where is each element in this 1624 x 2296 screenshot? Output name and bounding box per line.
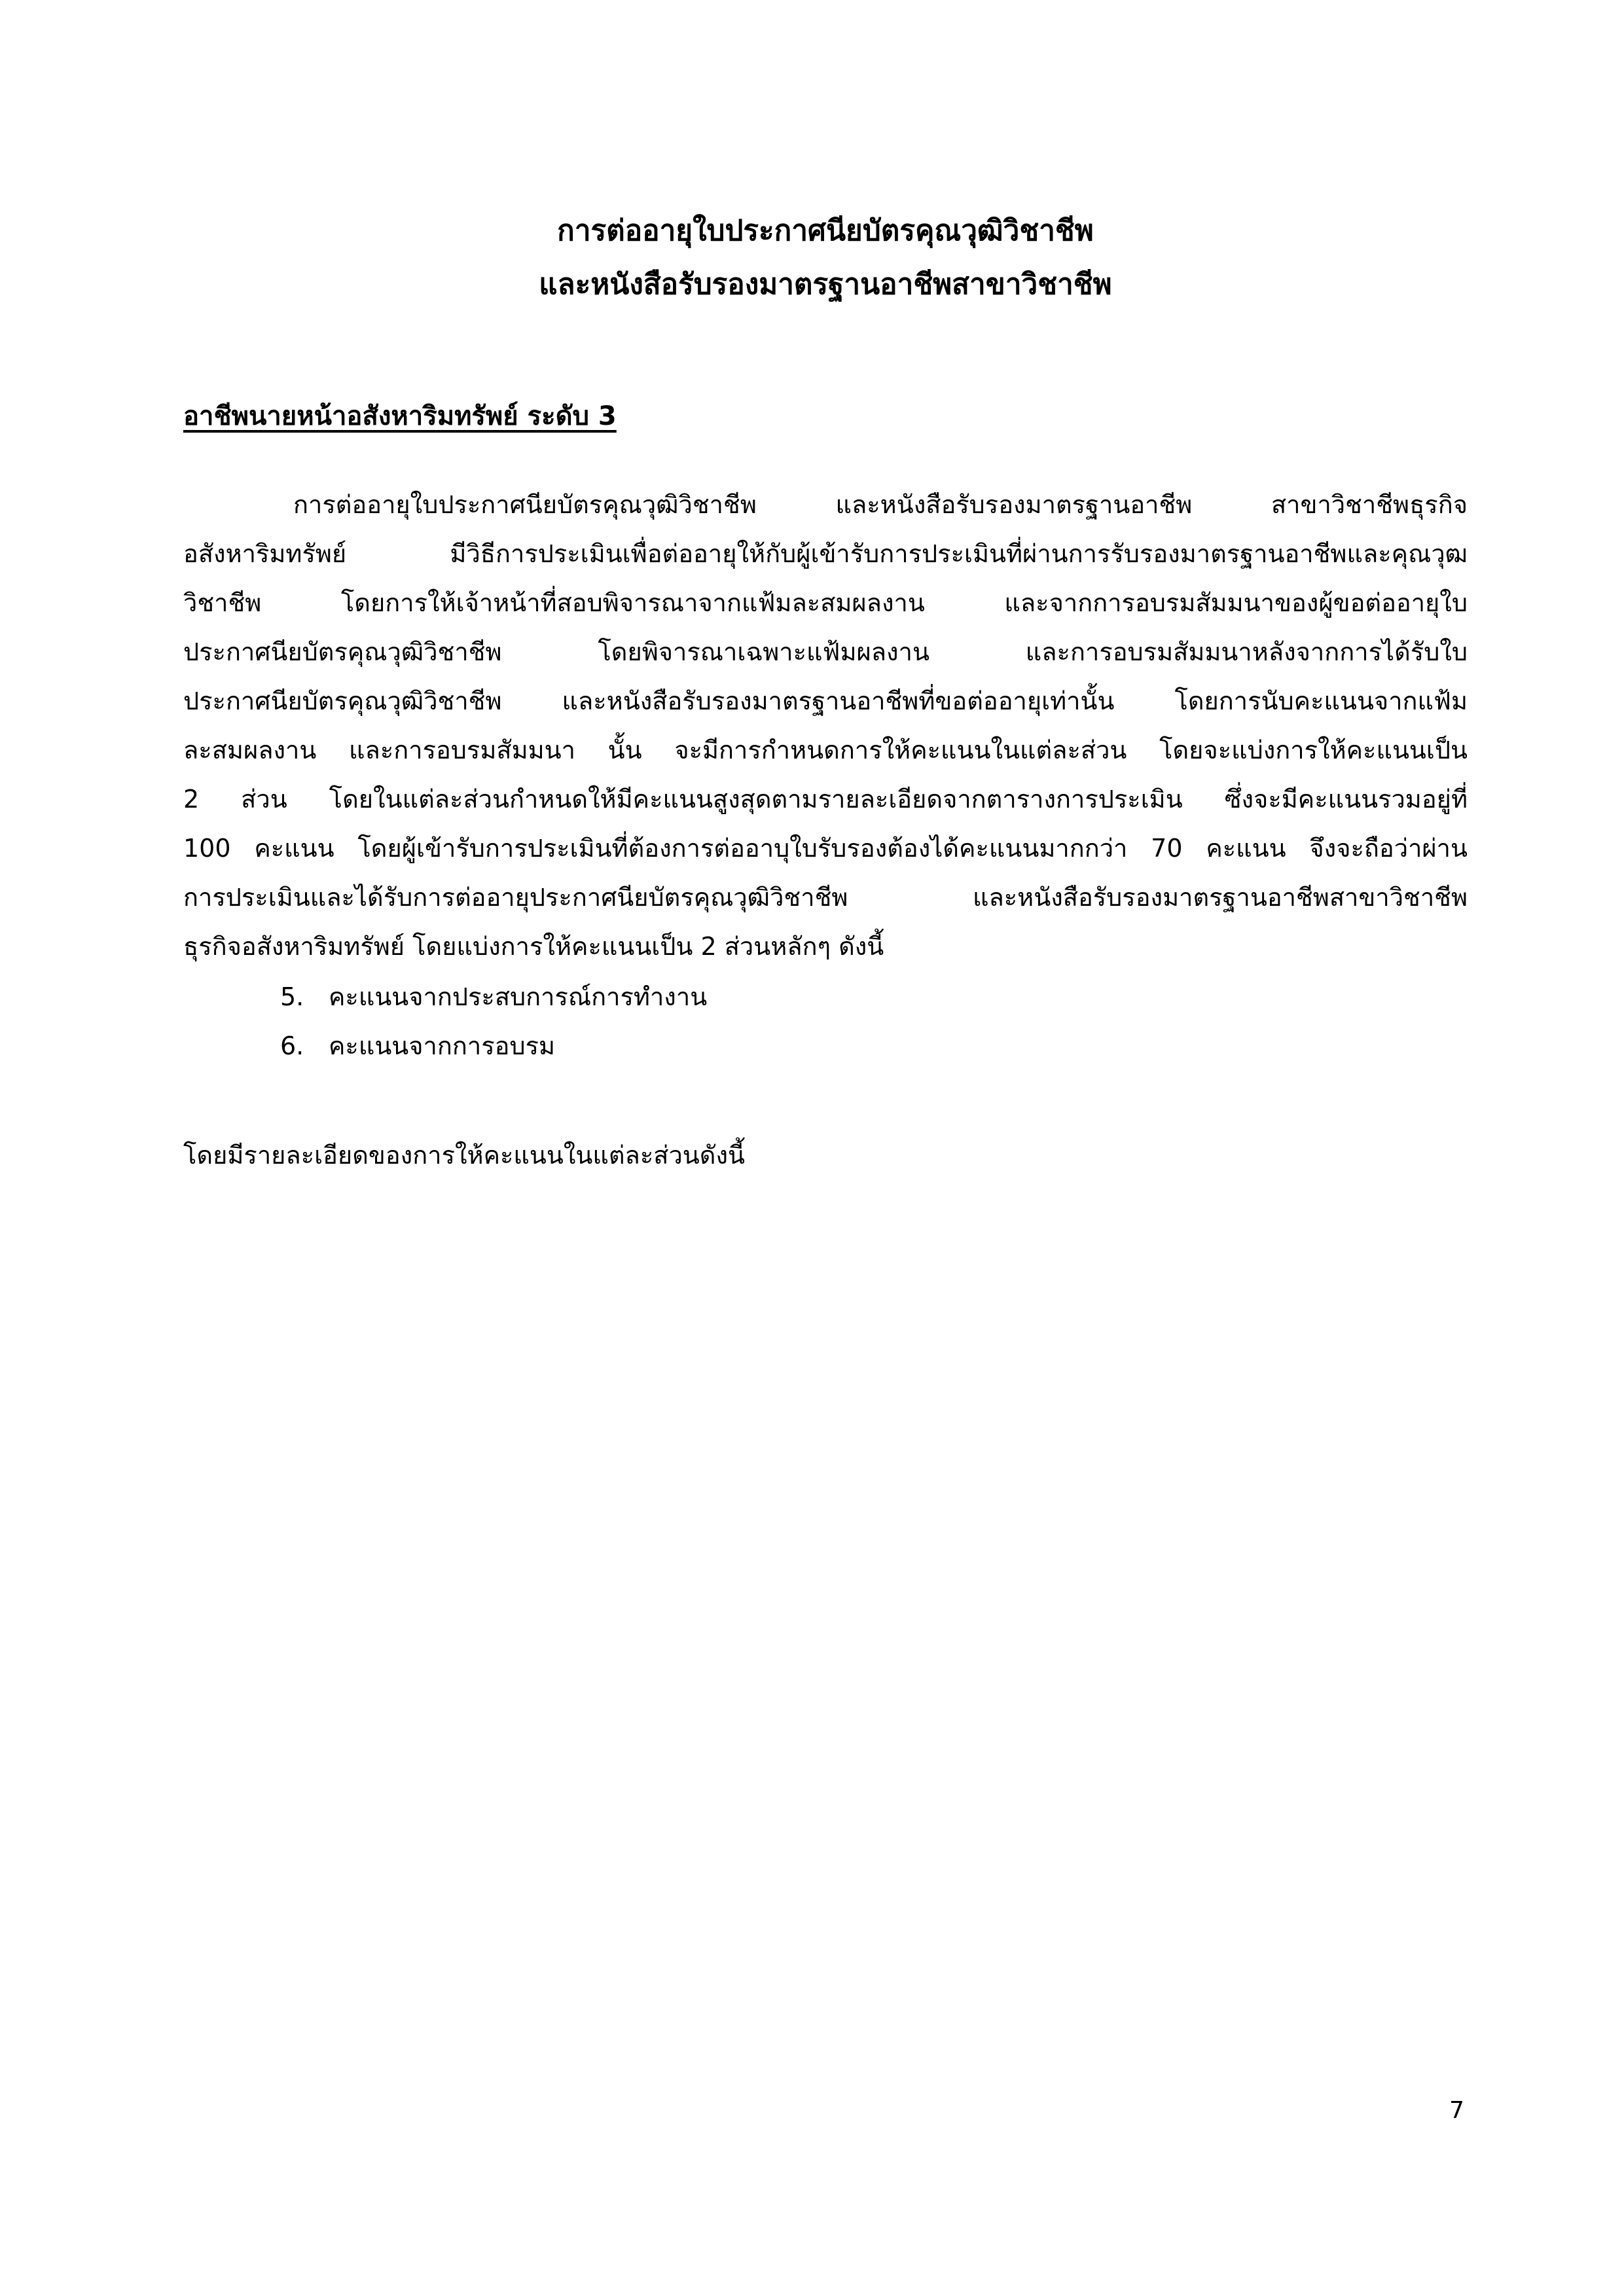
list-item-number: 5.: [280, 982, 304, 1011]
paragraph-line: ละสมผลงาน และการอบรมสัมมนา นั้น จะมีการกำหนดการให้คะแนนในแต่ละส่วน โดยจะแบ่งการให้คะแนนเป็น: [183, 736, 1468, 764]
paragraph-line: ธุรกิจอสังหาริมทรัพย์ โดยแบ่งการให้คะแนนเป็น 2 ส่วนหลักๆ ดังนี้: [183, 932, 884, 961]
list-item-text: คะแนนจากการอบรม: [329, 1031, 556, 1060]
list-item-number: 6.: [280, 1031, 304, 1060]
document-title-line-2: และหนังสือรับรองมาตรฐานอาชีพสาขาวิชาชีพ: [539, 268, 1112, 301]
paragraph-line: 100 คะแนน โดยผู้เข้ารับการประเมินที่ต้องการต่ออาบุใบรับรองต้องได้คะแนนมากกว่า 70 คะแนน จึงจะถือว่าผ่าน: [183, 834, 1468, 863]
section-heading: อาชีพนายหน้าอสังหาริมทรัพย์ ระดับ 3: [183, 401, 617, 431]
paragraph-line: 2 ส่วน โดยในแต่ละส่วนกำหนดให้มีคะแนนสูงสุดตามรายละเอียดจากตารางการประเมิน ซึ่งจะมีคะแนนรวมอยู่ที่: [183, 785, 1468, 814]
paragraph-line: ประกาศนียบัตรคุณวุฒิวิชาชีพ โดยพิจารณาเฉพาะแฟ้มผลงาน และการอบรมสัมมนาหลังจากการได้รับใบ: [183, 637, 1468, 666]
list-item-text: คะแนนจากประสบการณ์การทำงาน: [329, 982, 708, 1011]
closing-text: โดยมีรายละเอียดของการให้คะแนนในแต่ละส่วนดังนี้: [183, 1141, 745, 1170]
paragraph-line: อสังหาริมทรัพย์ มีวิธีการประเมินเพื่อต่ออายุให้กับผู้เข้ารับการประเมินที่ผ่านการรับรองมาตรฐานอาชีพและคุณวุฒ: [183, 539, 1468, 568]
document-title-line-1: การต่ออายุใบประกาศนียบัตรคุณวุฒิวิชาชีพ: [557, 214, 1094, 247]
list-item: [280, 974, 707, 1020]
paragraph-line: วิชาชีพ โดยการให้เจ้าหน้าที่สอบพิจารณาจากแฟ้มละสมผลงาน และจากการอบรมสัมมนาของผู้ขอต่ออายุใบ: [183, 588, 1468, 617]
paragraph-line: ประกาศนียบัตรคุณวุฒิวิชาชีพ และหนังสือรับรองมาตรฐานอาชีพที่ขอต่ออายุเท่านั้น โดยการนับคะแนนจากแฟ้ม: [183, 687, 1468, 715]
list-item: [280, 1023, 555, 1069]
page-number: 7: [1449, 2097, 1464, 2124]
paragraph-line: การต่ออายุใบประกาศนียบัตรคุณวุฒิวิชาชีพ และหนังสือรับรองมาตรฐานอาชีพ สาขาวิชาชีพธุรกิจ: [293, 490, 1468, 519]
paragraph-line: การประเมินและได้รับการต่ออายุประกาศนียบัตรคุณวุฒิวิชาชีพ และหนังสือรับรองมาตรฐานอาชีพสาขาวิชาชีพ: [183, 883, 1468, 912]
